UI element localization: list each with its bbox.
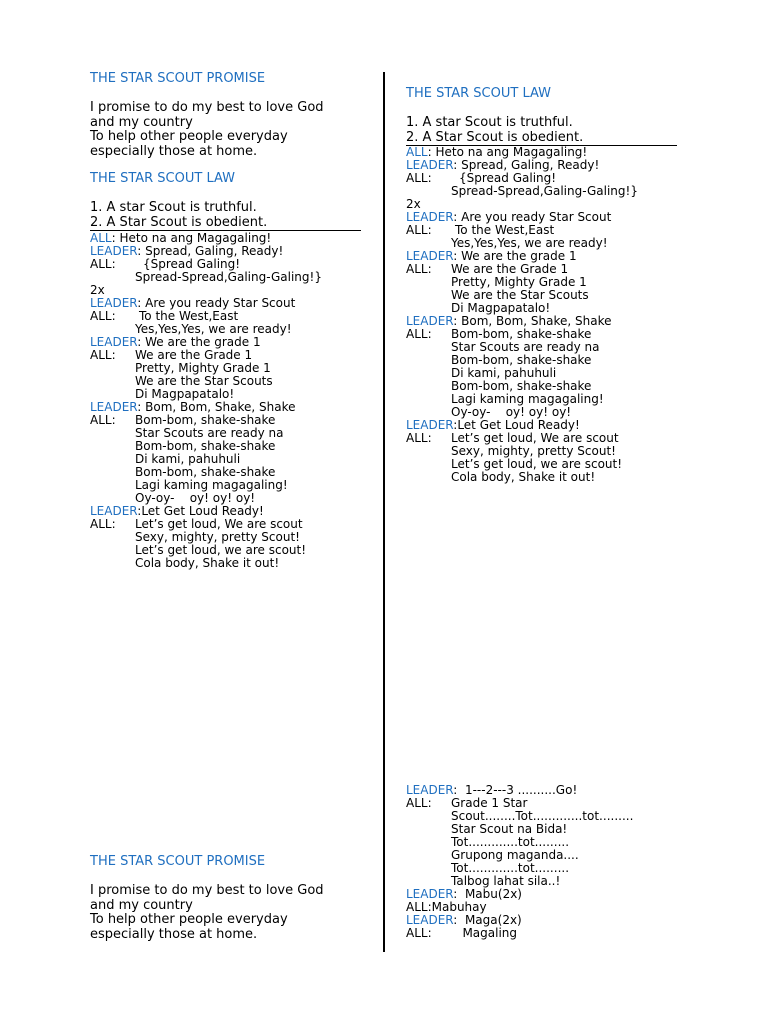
cheer-lead: ALL: <box>406 327 432 341</box>
law-title: THE STAR SCOUT LAW <box>90 171 236 186</box>
cheer-text: : We are the grade 1 <box>453 249 577 263</box>
cheer-lead: ALL: <box>90 257 116 271</box>
cheer-line: We are the Star Scouts <box>135 374 273 388</box>
speaker-tag: ALL <box>406 145 428 159</box>
cheer-line: To the West,East <box>139 309 239 323</box>
speaker-tag: LEADER <box>406 913 454 927</box>
column-divider <box>383 72 385 952</box>
speaker-tag: LEADER <box>406 314 454 328</box>
cheer-line: Let’s get loud, We are scout <box>451 431 619 445</box>
speaker-tag: LEADER <box>90 504 138 518</box>
cheer-line: Grupong maganda.... <box>451 848 579 862</box>
promise-line: and my country <box>90 897 193 913</box>
cheer-lead: ALL: <box>406 431 432 445</box>
speaker-tag: LEADER <box>406 249 454 263</box>
promise-line: To help other people everyday <box>90 129 288 144</box>
cheer-lead: ALL: <box>406 796 432 810</box>
speaker-tag: LEADER <box>90 296 138 310</box>
cheer-text: : Mabu(2x) <box>453 887 522 901</box>
cheer-lead: ALL: <box>406 926 432 940</box>
promise-line: especially those at home. <box>90 143 258 159</box>
cheer-text: : 1---2---3 ..........Go! <box>453 783 578 797</box>
cheer-text: : Bom, Bom, Shake, Shake <box>453 314 612 328</box>
cheer-text: :Let Get Loud Ready! <box>453 418 580 432</box>
cheer-line: Di Magpapatalo! <box>135 387 235 401</box>
speaker-tag: LEADER <box>90 244 138 258</box>
cheer-line: Star Scouts are ready na <box>451 340 600 354</box>
cheer-line: Spread-Spread,Galing-Galing!} <box>451 184 638 198</box>
cheer-line: Sexy, mighty, pretty Scout! <box>135 530 300 544</box>
cheer-text: :Let Get Loud Ready! <box>137 504 264 518</box>
cheer-line: Oy-oy- oy! oy! oy! <box>451 405 572 419</box>
cheer-line: {Spread Galing! <box>459 171 557 185</box>
cheer-line: Cola body, Shake it out! <box>135 556 280 570</box>
speaker-tag: ALL <box>90 231 112 245</box>
cheer-text: : Bom, Bom, Shake, Shake <box>137 400 296 414</box>
promise-line: I promise to do my best to love God <box>90 883 324 898</box>
promise-line: and my country <box>90 114 193 130</box>
cheer-lead: ALL: <box>406 171 432 185</box>
cheer-line: Let’s get loud, we are scout! <box>451 457 623 471</box>
cheer-line: Bom-bom, shake-shake <box>451 379 592 393</box>
cheer-line: Pretty, Mighty Grade 1 <box>135 361 271 375</box>
speaker-tag: LEADER <box>406 418 454 432</box>
cheer-text: : Spread, Galing, Ready! <box>137 244 284 258</box>
cheer-lead: ALL: <box>406 223 432 237</box>
cheer-line: Bom-bom, shake-shake <box>451 327 592 341</box>
cheer-line: Magaling <box>451 926 518 940</box>
speaker-tag: LEADER <box>406 783 454 797</box>
cheer-text: : Spread, Galing, Ready! <box>453 158 600 172</box>
cheer-line: Oy-oy- oy! oy! oy! <box>135 491 256 505</box>
cheer-line: Pretty, Mighty Grade 1 <box>451 275 587 289</box>
cheer-line: Bom-bom, shake-shake <box>451 353 592 367</box>
speaker-tag: LEADER <box>406 887 454 901</box>
speaker-tag: LEADER <box>406 210 454 224</box>
speaker-tag: LEADER <box>406 158 454 172</box>
promise-line: I promise to do my best to love God <box>90 100 324 115</box>
cheer-line: Yes,Yes,Yes, we are ready! <box>451 236 608 250</box>
cheer-lead: ALL: <box>90 413 116 427</box>
speaker-tag: LEADER <box>90 335 138 349</box>
cheer-lead: ALL: <box>90 348 116 362</box>
cheer-line: Bom-bom, shake-shake <box>135 413 276 427</box>
law-line: 2. A Star Scout is obedient. <box>406 129 584 145</box>
cheer-line: Bom-bom, shake-shake <box>135 439 276 453</box>
cheer-line: Yes,Yes,Yes, we are ready! <box>135 322 292 336</box>
cheer-line: To the West,East <box>455 223 555 237</box>
cheer-lead: 2x <box>90 283 105 297</box>
cheer-line: We are the Grade 1 <box>135 348 253 362</box>
law-line: 1. A star Scout is truthful. <box>406 115 573 130</box>
cheer-lead: 2x <box>406 197 421 211</box>
cheer-line: Tot.............tot......... <box>451 861 570 875</box>
cheer-line: {Spread Galing! <box>143 257 241 271</box>
law-title: THE STAR SCOUT LAW <box>406 86 552 101</box>
cheer-line: Sexy, mighty, pretty Scout! <box>451 444 616 458</box>
cheer-line: Star Scout na Bida! <box>451 822 568 836</box>
cheer-line: Grade 1 Star <box>451 796 528 810</box>
cheer-line: We are the Grade 1 <box>451 262 569 276</box>
law-line: 2. A Star Scout is obedient. <box>90 214 268 230</box>
cheer-line: Di kami, pahuhuli <box>451 366 557 380</box>
promise-line: especially those at home. <box>90 926 258 942</box>
cheer-line: Scout........Tot.............tot......... <box>451 809 634 823</box>
cheer-text: : We are the grade 1 <box>137 335 261 349</box>
promise-line: To help other people everyday <box>90 912 288 927</box>
cheer-line: Let’s get loud, We are scout <box>135 517 303 531</box>
cheer-line: Tot.............tot......... <box>451 835 570 849</box>
cheer-line: Let’s get loud, we are scout! <box>135 543 307 557</box>
cheer-lead: ALL: <box>406 262 432 276</box>
cheer-line: Spread-Spread,Galing-Galing!} <box>135 270 322 284</box>
cheer-lead: ALL:Mabuhay <box>406 900 487 914</box>
cheer-text: : Heto na ang Magagaling! <box>427 145 588 159</box>
cheer-text: : Heto na ang Magagaling! <box>111 231 272 245</box>
bottom-promise-title: THE STAR SCOUT PROMISE <box>90 854 266 869</box>
cheer-line: Star Scouts are ready na <box>135 426 284 440</box>
cheer-lead: ALL: <box>90 309 116 323</box>
cheer-line: Talbog lahat sila..! <box>451 874 561 888</box>
cheer-text: : Maga(2x) <box>453 913 522 927</box>
cheer-line: Bom-bom, shake-shake <box>135 465 276 479</box>
cheer-line: Lagi kaming magagaling! <box>451 392 604 406</box>
promise-title: THE STAR SCOUT PROMISE <box>90 71 266 86</box>
law-line: 1. A star Scout is truthful. <box>90 200 257 215</box>
cheer-text: : Are you ready Star Scout <box>453 210 612 224</box>
cheer-line: Di kami, pahuhuli <box>135 452 241 466</box>
cheer-line: Cola body, Shake it out! <box>451 470 596 484</box>
cheer-text: : Are you ready Star Scout <box>137 296 296 310</box>
speaker-tag: LEADER <box>90 400 138 414</box>
cheer-line: Lagi kaming magagaling! <box>135 478 288 492</box>
cheer-line: Di Magpapatalo! <box>451 301 551 315</box>
cheer-lead: ALL: <box>90 517 116 531</box>
cheer-line: We are the Star Scouts <box>451 288 589 302</box>
